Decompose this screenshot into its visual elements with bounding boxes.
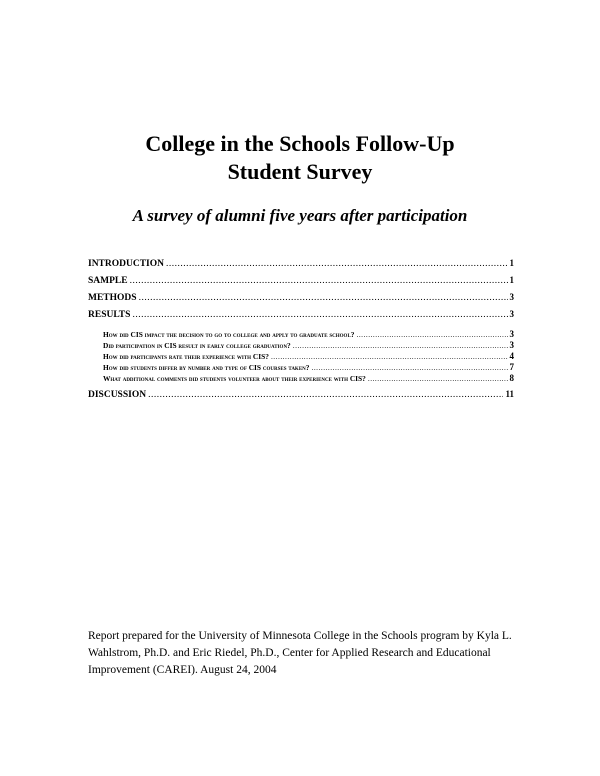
toc-label: How did CIS impact the decision to go to college and apply to graduate school? xyxy=(103,330,355,339)
toc-label: INTRODUCTION xyxy=(88,259,165,269)
toc-label: Did participation in CIS result in early college graduation? xyxy=(103,341,291,350)
toc-leader xyxy=(311,363,507,372)
toc-subentry-college-decision[interactable] xyxy=(88,329,514,340)
toc-leader xyxy=(139,293,508,303)
toc-page-number: 11 xyxy=(505,389,514,399)
toc-page-number: 1 xyxy=(509,275,514,285)
toc-label: What additional comments did students volunteer about their experience with CIS? xyxy=(103,374,366,383)
toc-page-number: 3 xyxy=(509,292,514,302)
toc-page-number: 4 xyxy=(509,351,514,361)
toc-label: How did students differ by number and type of CIS courses taken? xyxy=(103,363,310,372)
toc-entry-results[interactable] xyxy=(88,309,514,326)
report-credit: Report prepared for the University of Minnesota College in the Schools program by Kyla L. Wahlstrom, Ph.D. and Eric Riedel, Ph.D., Center for Applied Research and Educational Improvement (CAREI). August 24, 2004 xyxy=(88,630,512,676)
document-title xyxy=(0,130,600,186)
title-line-1: College in the Schools Follow-Up xyxy=(145,131,455,156)
toc-leader xyxy=(293,341,508,350)
toc-label: How did participants rate their experience with CIS? xyxy=(103,352,269,361)
toc-leader xyxy=(271,352,508,361)
document-subtitle: A survey of alumni five years after participation xyxy=(132,206,468,225)
table-of-contents xyxy=(88,258,514,406)
toc-subentry-experience-rating[interactable] xyxy=(88,351,514,362)
toc-subentry-course-differences[interactable] xyxy=(88,362,514,373)
toc-label: DISCUSSION xyxy=(88,390,147,400)
toc-subentry-additional-comments[interactable] xyxy=(88,373,514,384)
toc-label: RESULTS xyxy=(88,310,131,320)
toc-leader xyxy=(368,374,508,383)
toc-entry-discussion[interactable] xyxy=(88,389,514,406)
title-line-2: Student Survey xyxy=(227,159,373,184)
toc-page-number: 1 xyxy=(509,258,514,268)
toc-page-number: 3 xyxy=(509,340,514,350)
toc-leader xyxy=(356,330,507,339)
toc-page-number: 7 xyxy=(509,362,514,372)
toc-leader xyxy=(166,259,507,269)
toc-entry-introduction[interactable] xyxy=(88,258,514,275)
toc-page-number: 3 xyxy=(509,329,514,339)
toc-subentry-early-graduation[interactable] xyxy=(88,340,514,351)
toc-label: METHODS xyxy=(88,293,137,303)
toc-entry-sample[interactable] xyxy=(88,275,514,292)
toc-label: SAMPLE xyxy=(88,276,128,286)
toc-leader xyxy=(148,390,503,400)
toc-page-number: 3 xyxy=(509,309,514,319)
toc-page-number: 8 xyxy=(509,373,514,383)
toc-leader xyxy=(132,310,507,320)
toc-leader xyxy=(130,276,508,286)
toc-entry-methods[interactable] xyxy=(88,292,514,309)
